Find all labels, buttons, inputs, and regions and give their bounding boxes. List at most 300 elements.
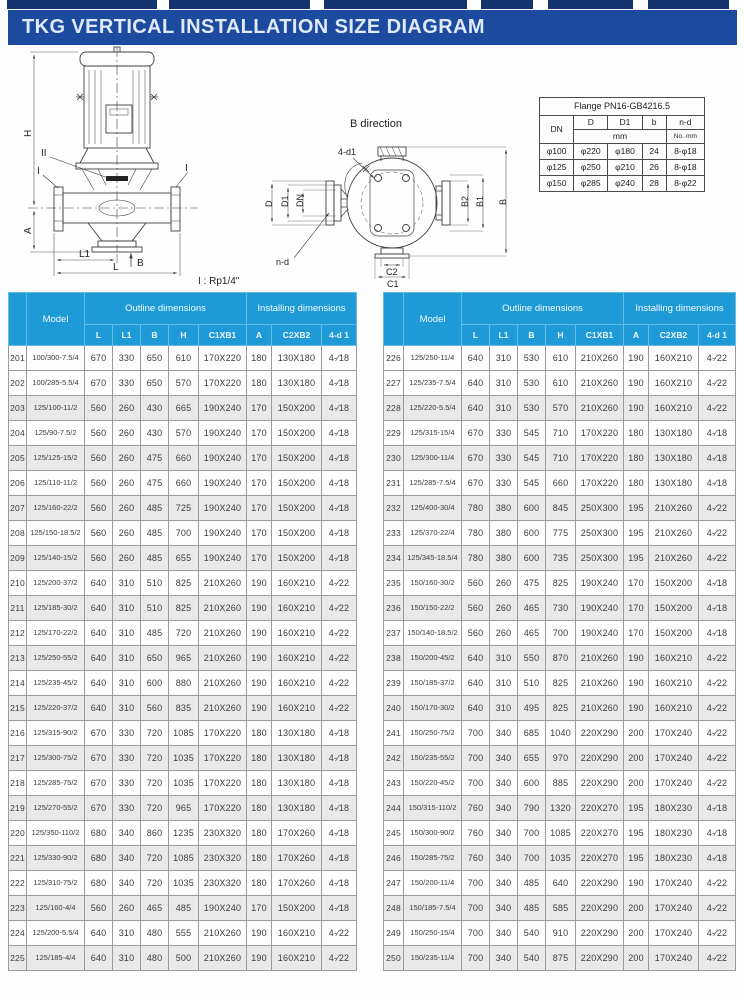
dimension-cell: 4-∕18 <box>322 896 357 921</box>
dimension-cell: 730 <box>546 596 576 621</box>
dimension-cell: 790 <box>518 796 546 821</box>
table-row <box>384 346 736 371</box>
dimension-cell: 170X240 <box>649 871 699 896</box>
dimension-cell: 1035 <box>169 771 199 796</box>
dimension-cell: 190 <box>247 946 272 971</box>
dimension-cell: 1235 <box>169 821 199 846</box>
row-number: 209 <box>9 546 27 571</box>
col-header-b: B <box>141 325 169 346</box>
dimension-cell: 4-∕22 <box>322 596 357 621</box>
table-row <box>9 721 357 746</box>
dimension-cell: 195 <box>624 821 649 846</box>
dimension-cell: 1085 <box>546 821 576 846</box>
dimension-cell: 330 <box>490 446 518 471</box>
dimension-cell: 230X320 <box>199 821 247 846</box>
dimension-cell: 380 <box>490 521 518 546</box>
dimension-cell: 380 <box>490 546 518 571</box>
table-row <box>9 421 357 446</box>
dimension-cell: 545 <box>518 446 546 471</box>
dimension-cell: 170 <box>247 496 272 521</box>
dimension-cell: 560 <box>141 696 169 721</box>
dimension-cell: 500 <box>169 946 199 971</box>
dimension-cell: 250X300 <box>576 521 624 546</box>
dimension-cell: 170X240 <box>649 771 699 796</box>
dimension-cell: 150X200 <box>272 546 322 571</box>
dimension-cell: 600 <box>141 671 169 696</box>
table-row <box>9 671 357 696</box>
note-line: I : Rp1/4" <box>198 276 240 287</box>
table-row <box>9 696 357 721</box>
flange-spec-table <box>539 97 705 192</box>
dimension-cell: 170X260 <box>272 821 322 846</box>
col-header-c2xb2: C2XB2 <box>272 325 322 346</box>
table-row <box>9 546 357 571</box>
top-strip-segment <box>548 0 633 9</box>
top-strip-segment <box>7 0 157 9</box>
dimension-cell: 480 <box>141 946 169 971</box>
dimension-cell: 190 <box>247 696 272 721</box>
dimension-cell: 330 <box>113 796 141 821</box>
flange-row <box>540 144 705 160</box>
top-strip-segment <box>324 0 467 9</box>
dimension-cell: 465 <box>518 621 546 646</box>
table-row <box>9 746 357 771</box>
dimension-cell: 640 <box>462 671 490 696</box>
dimension-cell: 670 <box>462 446 490 471</box>
dimension-cell: 170 <box>624 571 649 596</box>
dimension-cell: 180 <box>247 821 272 846</box>
dimension-cell: 485 <box>141 621 169 646</box>
dimension-cell: 180 <box>247 346 272 371</box>
model-cell: 150/185-37/2 <box>404 671 462 696</box>
flange-row <box>540 176 705 192</box>
dimension-cell: 150X200 <box>272 421 322 446</box>
dimension-cell: 190 <box>247 921 272 946</box>
dimension-cell: 510 <box>141 571 169 596</box>
table-row <box>384 746 736 771</box>
dimension-cell: 130X180 <box>272 771 322 796</box>
dimension-cell: 210X260 <box>649 496 699 521</box>
col-header-c2xb2: C2XB2 <box>649 325 699 346</box>
dimension-cell: 130X180 <box>272 721 322 746</box>
dimension-cell: 190X240 <box>199 446 247 471</box>
dimension-cell: 130X180 <box>649 446 699 471</box>
flange-cell: φ210 <box>608 160 642 176</box>
row-number: 220 <box>9 821 27 846</box>
dim-label-a: A <box>23 227 34 234</box>
dimension-cell: 4-∕18 <box>322 771 357 796</box>
dimension-cell: 545 <box>518 471 546 496</box>
dimension-cell: 340 <box>113 821 141 846</box>
model-cell: 125/150-18.5/2 <box>27 521 85 546</box>
flange-unit-mm: mm <box>574 130 667 144</box>
model-cell: 125/100-11/2 <box>27 396 85 421</box>
dimension-cell: 555 <box>169 921 199 946</box>
dimension-cell: 150X200 <box>649 571 699 596</box>
dimension-cell: 510 <box>518 671 546 696</box>
dimension-cell: 180 <box>247 796 272 821</box>
flange-cell: φ220 <box>574 144 608 160</box>
col-header-c1xb1: C1XB1 <box>199 325 247 346</box>
dimension-cell: 640 <box>85 696 113 721</box>
dimension-cell: 825 <box>546 571 576 596</box>
dimension-cell: 310 <box>113 596 141 621</box>
dimension-cell: 780 <box>462 546 490 571</box>
dimension-cell: 4-∕18 <box>322 446 357 471</box>
dimension-cell: 180X230 <box>649 846 699 871</box>
dimension-cell: 540 <box>518 946 546 971</box>
dimension-cell: 190 <box>624 696 649 721</box>
dimension-cell: 200 <box>624 921 649 946</box>
dimension-cell: 670 <box>462 471 490 496</box>
row-number: 236 <box>384 596 404 621</box>
dimension-cell: 4-∕22 <box>699 871 736 896</box>
dimension-cell: 170 <box>247 421 272 446</box>
dimension-cell: 670 <box>85 746 113 771</box>
dimension-cell: 4-∕22 <box>699 671 736 696</box>
table-row <box>384 521 736 546</box>
dimension-cell: 180 <box>624 421 649 446</box>
dimension-cell: 190X240 <box>199 471 247 496</box>
row-number: 245 <box>384 821 404 846</box>
dim-label-l: L <box>113 262 119 273</box>
model-cell: 125/160-4/4 <box>27 896 85 921</box>
model-cell: 150/160-30/2 <box>404 571 462 596</box>
dimension-cell: 170 <box>247 471 272 496</box>
dimension-cell: 380 <box>490 496 518 521</box>
dimension-cell: 510 <box>141 596 169 621</box>
row-number: 219 <box>9 796 27 821</box>
dimension-cell: 640 <box>85 621 113 646</box>
model-cell: 125/285-7.5/4 <box>404 471 462 496</box>
dimension-cell: 4-∕18 <box>699 846 736 871</box>
dimension-cell: 880 <box>169 671 199 696</box>
model-cell: 125/300-75/2 <box>27 746 85 771</box>
model-cell: 125/315-15/4 <box>404 421 462 446</box>
dimension-cell: 260 <box>113 421 141 446</box>
dimension-cell: 530 <box>518 346 546 371</box>
dimension-cell: 260 <box>490 621 518 646</box>
dimension-cell: 160X210 <box>272 921 322 946</box>
table-row <box>384 446 736 471</box>
dimension-cell: 250X300 <box>576 496 624 521</box>
dimension-cell: 1085 <box>169 846 199 871</box>
dimension-cell: 670 <box>85 796 113 821</box>
row-number: 201 <box>9 346 27 371</box>
flange-cell: φ100 <box>540 144 574 160</box>
dimension-cell: 685 <box>518 721 546 746</box>
model-cell: 125/200-37/2 <box>27 571 85 596</box>
dimension-cell: 220X290 <box>576 871 624 896</box>
dimension-cell: 170X220 <box>576 446 624 471</box>
row-number: 211 <box>9 596 27 621</box>
dimension-cell: 4-∕18 <box>322 746 357 771</box>
dimension-cell: 4-∕18 <box>322 546 357 571</box>
dimension-table-right <box>383 292 736 971</box>
dimension-cell: 660 <box>169 446 199 471</box>
table-row <box>384 896 736 921</box>
dimension-cell: 180 <box>247 721 272 746</box>
row-number: 215 <box>9 696 27 721</box>
dimension-cell: 640 <box>85 646 113 671</box>
table-row <box>9 446 357 471</box>
installing-dimensions-header: Installing dimensions <box>624 293 736 325</box>
table-row <box>384 621 736 646</box>
dimension-cell: 150X200 <box>649 621 699 646</box>
dimension-cell: 330 <box>113 746 141 771</box>
flange-unit-nd: No.·mm <box>666 130 704 144</box>
dimension-cell: 700 <box>546 621 576 646</box>
table-row <box>9 471 357 496</box>
dimension-cell: 220X290 <box>576 721 624 746</box>
dimension-cell: 190X240 <box>576 571 624 596</box>
dimension-cell: 340 <box>490 946 518 971</box>
dimension-cell: 4-∕22 <box>699 721 736 746</box>
dimension-cell: 495 <box>518 696 546 721</box>
dimension-cell: 170X260 <box>272 846 322 871</box>
table-row <box>384 571 736 596</box>
dimension-cell: 700 <box>462 946 490 971</box>
dimension-cell: 310 <box>113 571 141 596</box>
dimension-cell: 845 <box>546 496 576 521</box>
table-row <box>9 796 357 821</box>
bolt-callout-4d1: 4-d1 <box>338 147 357 157</box>
dimension-cell: 160X210 <box>272 571 322 596</box>
dimension-cell: 210X260 <box>199 571 247 596</box>
dimension-cell: 260 <box>113 471 141 496</box>
dimension-cell: 150X200 <box>272 521 322 546</box>
table-row <box>9 621 357 646</box>
dimension-cell: 650 <box>141 371 169 396</box>
dimension-cell: 310 <box>490 646 518 671</box>
dimension-cell: 170 <box>247 521 272 546</box>
dimension-cell: 485 <box>169 896 199 921</box>
dimension-table-left <box>8 292 357 971</box>
dimension-cell: 610 <box>546 346 576 371</box>
dimension-cell: 190X240 <box>199 496 247 521</box>
view-direction-label-b: B <box>137 258 144 269</box>
dimension-cell: 4-∕22 <box>699 521 736 546</box>
flange-cell: 28 <box>642 176 666 192</box>
dimension-cell: 4-∕18 <box>699 421 736 446</box>
dimension-cell: 190X240 <box>576 621 624 646</box>
dimension-cell: 640 <box>462 696 490 721</box>
dimension-cell: 130X180 <box>272 796 322 821</box>
model-cell: 125/400-30/4 <box>404 496 462 521</box>
dimension-cell: 700 <box>462 921 490 946</box>
table-row <box>9 646 357 671</box>
col-header-a: A <box>624 325 649 346</box>
flange-cell: 8-φ22 <box>666 176 704 192</box>
model-cell: 125/250-55/2 <box>27 646 85 671</box>
dimension-cell: 670 <box>85 771 113 796</box>
dimension-cell: 170X220 <box>576 471 624 496</box>
dimension-cell: 340 <box>113 846 141 871</box>
dimension-cell: 670 <box>85 346 113 371</box>
dimension-cell: 200 <box>624 946 649 971</box>
model-cell: 150/235-55/2 <box>404 746 462 771</box>
flange-cell: φ250 <box>574 160 608 176</box>
col-header-4d1: 4-d 1 <box>322 325 357 346</box>
dimension-cell: 170X220 <box>199 721 247 746</box>
dimension-cell: 485 <box>518 871 546 896</box>
dimension-cell: 210X260 <box>199 596 247 621</box>
dimension-cell: 160X210 <box>649 646 699 671</box>
table-row <box>9 396 357 421</box>
table-row <box>384 721 736 746</box>
dimension-cell: 310 <box>490 396 518 421</box>
table-row <box>384 671 736 696</box>
row-number: 217 <box>9 746 27 771</box>
col-header-l1: L1 <box>113 325 141 346</box>
dimension-cell: 200 <box>624 896 649 921</box>
dimension-cell: 485 <box>141 521 169 546</box>
model-cell: 125/330-90/2 <box>27 846 85 871</box>
dimension-cell: 310 <box>113 646 141 671</box>
dimension-cell: 200 <box>624 721 649 746</box>
dimension-cell: 160X210 <box>272 596 322 621</box>
dimension-cell: 190 <box>624 396 649 421</box>
dimension-cell: 4-∕18 <box>699 471 736 496</box>
model-cell: 125/250-11/4 <box>404 346 462 371</box>
dimension-cell: 640 <box>462 646 490 671</box>
flange-col-d1: D1 <box>608 116 642 130</box>
port-label-ii: II <box>41 148 47 159</box>
dimension-cell: 540 <box>518 921 546 946</box>
flange-col-nd: n-d <box>666 116 704 130</box>
dimension-cell: 340 <box>490 871 518 896</box>
dimension-cell: 190 <box>247 621 272 646</box>
dimension-cell: 4-∕22 <box>322 571 357 596</box>
dimension-cell: 210X260 <box>576 696 624 721</box>
row-number: 243 <box>384 771 404 796</box>
model-cell: 125/140-15/2 <box>27 546 85 571</box>
flange-cell: φ285 <box>574 176 608 192</box>
dimension-cell: 4-∕18 <box>699 621 736 646</box>
dimension-cell: 160X210 <box>272 696 322 721</box>
dimension-cell: 160X210 <box>649 396 699 421</box>
dimension-cell: 965 <box>169 796 199 821</box>
dimension-cell: 640 <box>85 671 113 696</box>
dimension-cell: 170X220 <box>576 421 624 446</box>
model-cell: 150/140-18.5/2 <box>404 621 462 646</box>
dimension-cell: 170 <box>247 446 272 471</box>
dimension-cell: 200 <box>624 746 649 771</box>
dimension-cell: 220X290 <box>576 921 624 946</box>
dimension-cell: 600 <box>518 496 546 521</box>
dimension-cell: 180X230 <box>649 821 699 846</box>
dimension-cell: 700 <box>518 821 546 846</box>
dimension-cell: 640 <box>85 946 113 971</box>
row-number: 244 <box>384 796 404 821</box>
dimension-cell: 190X240 <box>576 596 624 621</box>
dimension-cell: 640 <box>462 396 490 421</box>
table-row <box>9 521 357 546</box>
dimension-cell: 4-∕22 <box>699 396 736 421</box>
table-row <box>384 871 736 896</box>
dimension-cell: 130X180 <box>272 746 322 771</box>
dimension-cell: 310 <box>490 346 518 371</box>
dimension-cell: 720 <box>141 846 169 871</box>
dimension-cell: 560 <box>462 571 490 596</box>
dimension-cell: 600 <box>518 521 546 546</box>
col-header-l: L <box>85 325 113 346</box>
row-number: 221 <box>9 846 27 871</box>
dimension-cell: 4-∕22 <box>699 496 736 521</box>
dimension-cell: 670 <box>462 421 490 446</box>
row-number: 230 <box>384 446 404 471</box>
table-row <box>384 396 736 421</box>
dimension-cell: 775 <box>546 521 576 546</box>
dimension-cell: 195 <box>624 546 649 571</box>
dimension-cell: 330 <box>113 771 141 796</box>
row-number: 250 <box>384 946 404 971</box>
model-cell: 125/110-11/2 <box>27 471 85 496</box>
flange-col-b: b <box>642 116 666 130</box>
dimension-cell: 560 <box>85 521 113 546</box>
row-number: 216 <box>9 721 27 746</box>
row-number: 231 <box>384 471 404 496</box>
dimension-cell: 910 <box>546 921 576 946</box>
dim-label-c1: C1 <box>387 279 399 289</box>
dimension-cell: 4-∕18 <box>699 821 736 846</box>
row-number: 213 <box>9 646 27 671</box>
outline-dimensions-header: Outline dimensions <box>462 293 624 325</box>
dimension-cell: 4-∕18 <box>322 821 357 846</box>
dimension-cell: 210X260 <box>576 646 624 671</box>
flange-cell: φ125 <box>540 160 574 176</box>
dimension-cell: 180 <box>624 446 649 471</box>
dimension-cell: 260 <box>113 446 141 471</box>
model-cell: 150/220-45/2 <box>404 771 462 796</box>
dimension-cell: 260 <box>113 896 141 921</box>
row-number: 207 <box>9 496 27 521</box>
dimension-cell: 250X300 <box>576 546 624 571</box>
model-cell: 125/235-45/2 <box>27 671 85 696</box>
dimension-cell: 220X270 <box>576 796 624 821</box>
dimension-cell: 780 <box>462 496 490 521</box>
dimension-cell: 570 <box>169 421 199 446</box>
dimension-cell: 150X200 <box>649 596 699 621</box>
dim-label-h: H <box>23 129 34 137</box>
dimension-cell: 4-∕22 <box>699 646 736 671</box>
dimension-cell: 4-∕22 <box>322 696 357 721</box>
model-cell: 100/300-7.5/4 <box>27 346 85 371</box>
dimension-cell: 180 <box>247 746 272 771</box>
table-row <box>384 371 736 396</box>
dimension-cell: 550 <box>518 646 546 671</box>
dimension-cell: 700 <box>462 721 490 746</box>
top-strip-segment <box>648 0 729 9</box>
dimension-cell: 170X220 <box>199 746 247 771</box>
row-number: 214 <box>9 671 27 696</box>
dimension-cell: 170 <box>247 546 272 571</box>
flange-table-title: Flange PN16-GB4216.5 <box>540 98 705 116</box>
table-row <box>384 596 736 621</box>
view-title: B direction <box>350 118 402 130</box>
row-number: 218 <box>9 771 27 796</box>
dimension-cell: 170 <box>624 621 649 646</box>
dimension-cell: 330 <box>113 721 141 746</box>
dimension-cell: 230X320 <box>199 846 247 871</box>
dimension-cell: 4-∕18 <box>322 421 357 446</box>
dimension-cell: 650 <box>141 646 169 671</box>
dimension-cell: 210X260 <box>199 696 247 721</box>
flange-cell: 8-φ18 <box>666 160 704 176</box>
dimension-cell: 170X220 <box>199 771 247 796</box>
dimension-cell: 970 <box>546 746 576 771</box>
model-cell: 125/310-75/2 <box>27 871 85 896</box>
